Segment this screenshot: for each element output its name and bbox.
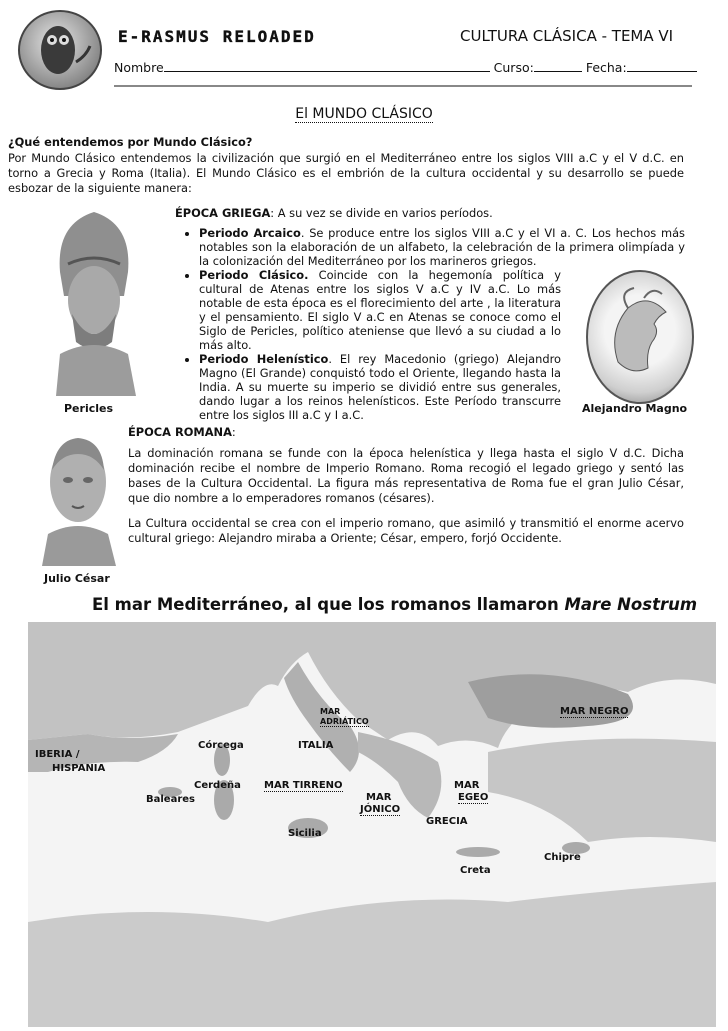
curso-field[interactable] [534, 59, 582, 72]
label-mar-adriatico-2: ADRIÁTICO [320, 717, 369, 726]
julio-cesar-bust-image [36, 426, 120, 566]
label-mar-adriatico: MAR [320, 707, 341, 716]
map-title: El mar Mediterráneo, al que los romanos llamaron Mare Nostrum [92, 595, 698, 614]
label-grecia: GRECIA [426, 816, 468, 827]
page-title: El MUNDO CLÁSICO [295, 106, 433, 122]
fecha-label: Fecha: [585, 60, 627, 75]
label-hispania: HISPANIA [52, 763, 106, 774]
label-chipre: Chipre [544, 852, 581, 863]
label-iberia: IBERIA / [35, 749, 80, 760]
roman-paragraph-2: La Cultura occidental se crea con el imperio romano, que asimiló y transmitió el enorme acervo cultural griego: Alejandro miraba a Oriente; César, empero, forjó Occidente. [128, 516, 684, 545]
label-creta: Creta [460, 865, 491, 876]
pericles-bust-image [46, 204, 142, 396]
list-item: • Periodo Clásico. Coincide con la hegemonía política y cultural de Atenas entre los siglos V a.C y IV a.C. Lo más notable de esta época es el florecimiento del arte , la literatura y el pensamiento. El siglo V a.C en Atenas se conoce como el Siglo de Pericles, político ateniense que llevó a su ciudad a lo más alto. [199, 268, 561, 352]
subject-title: CULTURA CLÁSICA - TEMA VI [460, 27, 674, 45]
intro-paragraph: Por Mundo Clásico entendemos la civilización que surgió en el Mediterráneo entre los siglos VIII a.C y el V d.C. en torno a Grecia y Roma (Italia). El Mundo Clásico es el embrión de la cultura occidental y su desarrollo se puede esbozar de la siguiente manera: [8, 151, 684, 195]
label-mar-tirreno: MAR TIRRENO [264, 780, 343, 791]
roman-paragraph-1: La dominación romana se funde con la época helenística y llega hasta el siglo V d.C. Dicha dominación recibe el nombre de Imperio Romano. Roma recogió el legado griego y sentó las bases de la Cultura Occidental. La figura más representativa de Roma fue el gran Julio César, que dio nombre a lo emperadores romanos (césares). [128, 446, 684, 505]
alejandro-coin-image [586, 270, 694, 404]
fecha-field[interactable] [627, 59, 697, 72]
julio-caption: Julio César [44, 572, 110, 585]
label-sicilia: Sicilia [288, 828, 322, 839]
greek-heading: ÉPOCA GRIEGA [175, 206, 271, 220]
list-item: • Periodo Helenístico. El rey Macedonio (griego) Alejandro Magno (El Grande) conquistó todo el Oriente, llegando hasta la India. A su muerte su imperio se dividió entre sus generales, dando lugar a los reinos helenísticos. Este Período transcurre entre los siglos III a.C y I a.C. [199, 352, 561, 422]
label-mar-jonico: MAR [366, 792, 392, 803]
label-italia: ITALIA [298, 740, 334, 751]
intro-question: ¿Qué entendemos por Mundo Clásico? [8, 135, 253, 149]
label-baleares: Baleares [146, 794, 195, 805]
greek-heading-rest: : A su vez se divide en varios períodos. [270, 206, 493, 220]
curso-label: Curso: [493, 60, 534, 75]
label-mar-egeo-2: EGEO [458, 792, 489, 803]
alejandro-caption: Alejandro Magno [582, 402, 688, 415]
list-item: • Periodo Arcaico. Se produce entre los siglos VIII a.C y el VI a. C. Los hechos más notables son la elaboración de un alfabeto, la celebración de la primera olimpíada y la colonización del Mediterráneo por los marineros griegos. [199, 226, 685, 268]
pericles-caption: Pericles [64, 402, 114, 415]
label-cerdena: Cerdeña [194, 780, 241, 791]
series-title: E-RASMUS RELOADED [118, 27, 316, 46]
nombre-label: Nombre [114, 60, 164, 75]
mediterranean-map [28, 622, 716, 1027]
roman-heading: ÉPOCA ROMANA: [128, 425, 236, 439]
label-mar-egeo: MAR [454, 780, 480, 791]
label-mar-negro: MAR NEGRO [560, 706, 629, 717]
nombre-field[interactable] [164, 59, 490, 72]
label-corcega: Córcega [198, 740, 244, 751]
label-mar-jonico-2: JÓNICO [360, 804, 401, 815]
student-info-row [114, 59, 697, 75]
owl-coin-logo [18, 10, 102, 90]
header-divider [114, 85, 692, 87]
